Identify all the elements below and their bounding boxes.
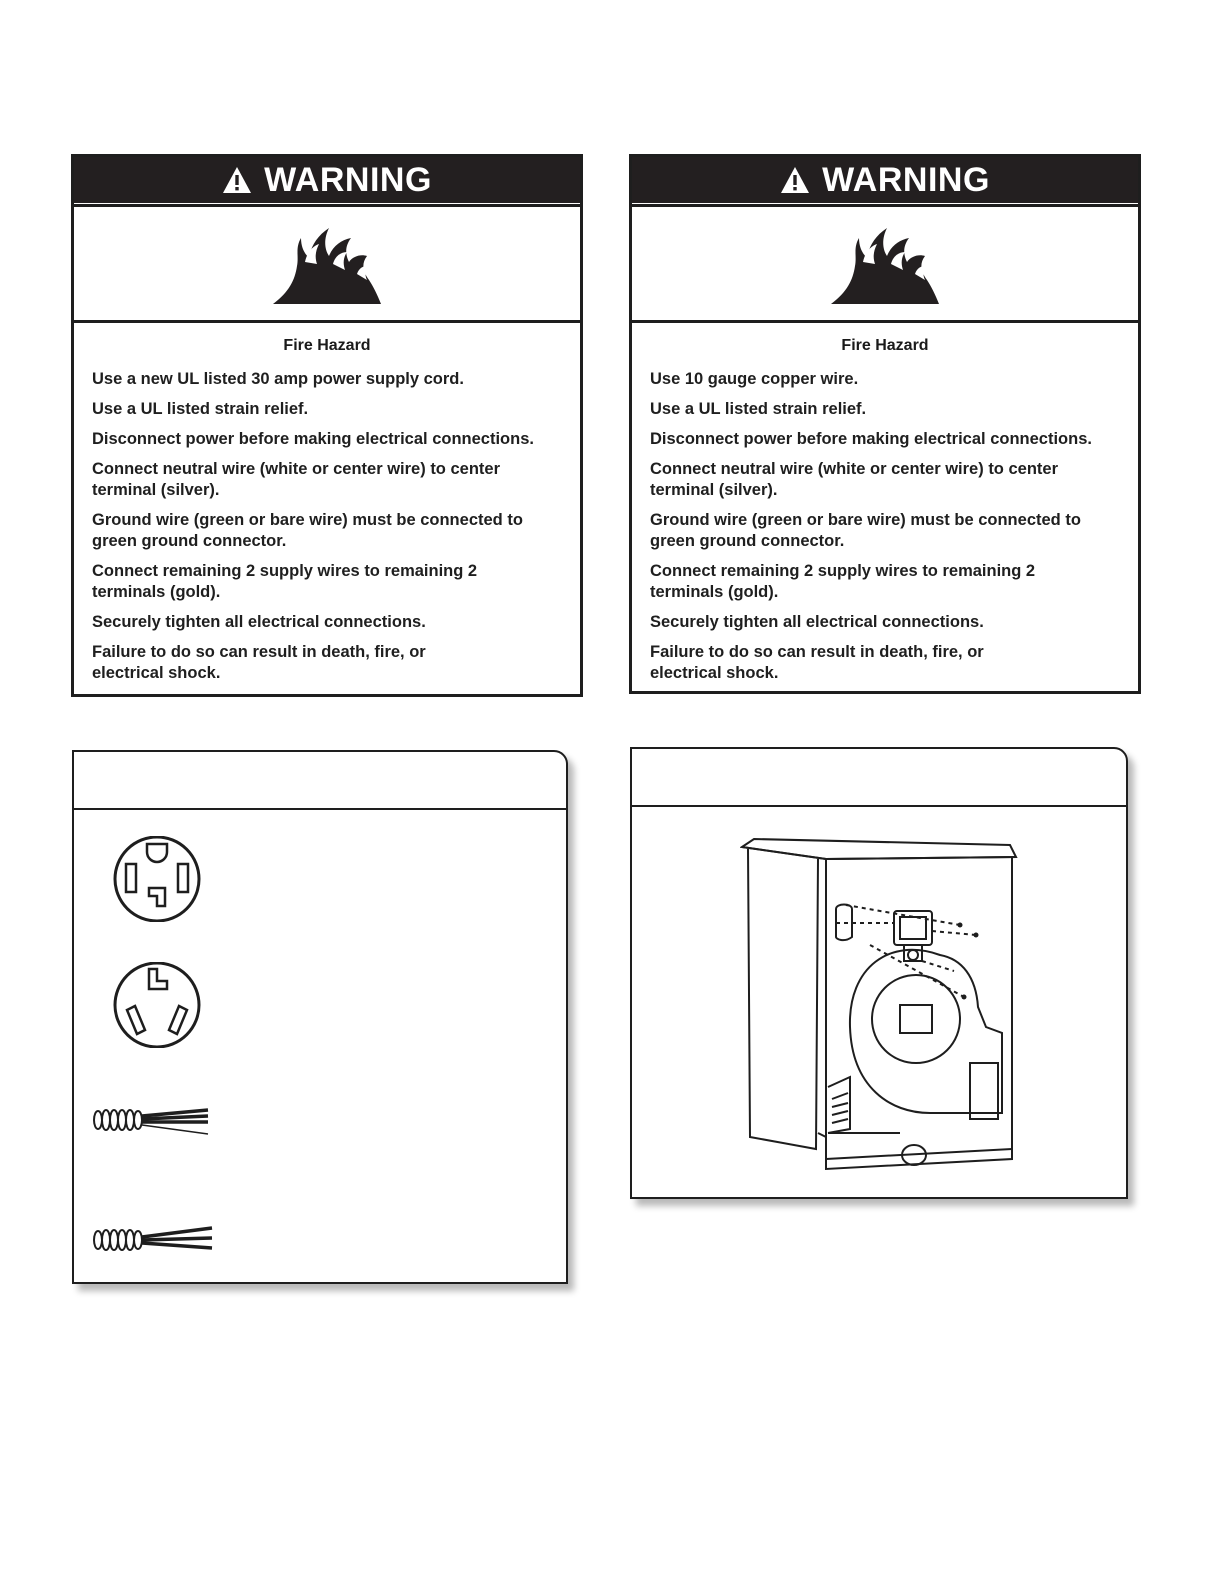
warning-line: Use a UL listed strain relief. <box>650 400 867 418</box>
outlet-types-panel <box>72 750 568 1284</box>
warning-line: Connect remaining 2 supply wires to remaining 2 terminals (gold). <box>650 562 1036 601</box>
warning-line: Use 10 gauge copper wire. <box>650 370 859 388</box>
warning-line: Connect neutral wire (white or center wire) to center terminal (silver). <box>92 460 500 499</box>
alert-triangle-icon <box>780 166 810 194</box>
3-wire-cable-icon <box>86 1220 216 1260</box>
warning-line: Disconnect power before making electrical connections. <box>92 430 534 448</box>
warning-line: Failure to do so can result in death, fire, or electrical shock. <box>92 643 426 682</box>
warning-header <box>74 157 580 203</box>
fire-symbol-panel <box>632 204 1138 323</box>
4-wire-cable-icon <box>86 1100 216 1140</box>
dryer-illustration-panel <box>630 747 1128 1199</box>
warning-header <box>632 157 1138 203</box>
warning-line: Use a UL listed strain relief. <box>92 400 309 418</box>
warning-line: Securely tighten all electrical connections. <box>92 613 426 631</box>
panel-header <box>632 749 1126 807</box>
fire-hazard-icon <box>829 222 941 306</box>
panel-header <box>74 752 566 810</box>
warning-line: Use a new UL listed 30 amp power supply cord. <box>92 370 464 388</box>
warning-title: WARNING <box>264 160 432 199</box>
hazard-title: Fire Hazard <box>841 337 929 354</box>
warning-line: Ground wire (green or bare wire) must be connected to green ground connector. <box>92 511 523 550</box>
fire-hazard-icon <box>271 222 383 306</box>
4-prong-outlet-icon <box>109 836 205 922</box>
warning-line: Disconnect power before making electrical connections. <box>650 430 1092 448</box>
warning-line: Connect remaining 2 supply wires to remaining 2 terminals (gold). <box>92 562 478 601</box>
3-prong-outlet-icon <box>109 962 205 1048</box>
warning-box-direct-wire <box>629 154 1141 694</box>
warning-line: Securely tighten all electrical connections. <box>650 613 984 631</box>
hazard-title: Fire Hazard <box>283 337 371 354</box>
warning-line: Connect neutral wire (white or center wire) to center terminal (silver). <box>650 460 1058 499</box>
alert-triangle-icon <box>222 166 252 194</box>
dryer-rear-view-illustration <box>740 837 1020 1179</box>
warning-title: WARNING <box>822 160 990 199</box>
warning-line: Ground wire (green or bare wire) must be connected to green ground connector. <box>650 511 1081 550</box>
fire-symbol-panel <box>74 204 580 323</box>
warning-box-power-cord <box>71 154 583 697</box>
warning-line: Failure to do so can result in death, fire, or electrical shock. <box>650 643 984 682</box>
